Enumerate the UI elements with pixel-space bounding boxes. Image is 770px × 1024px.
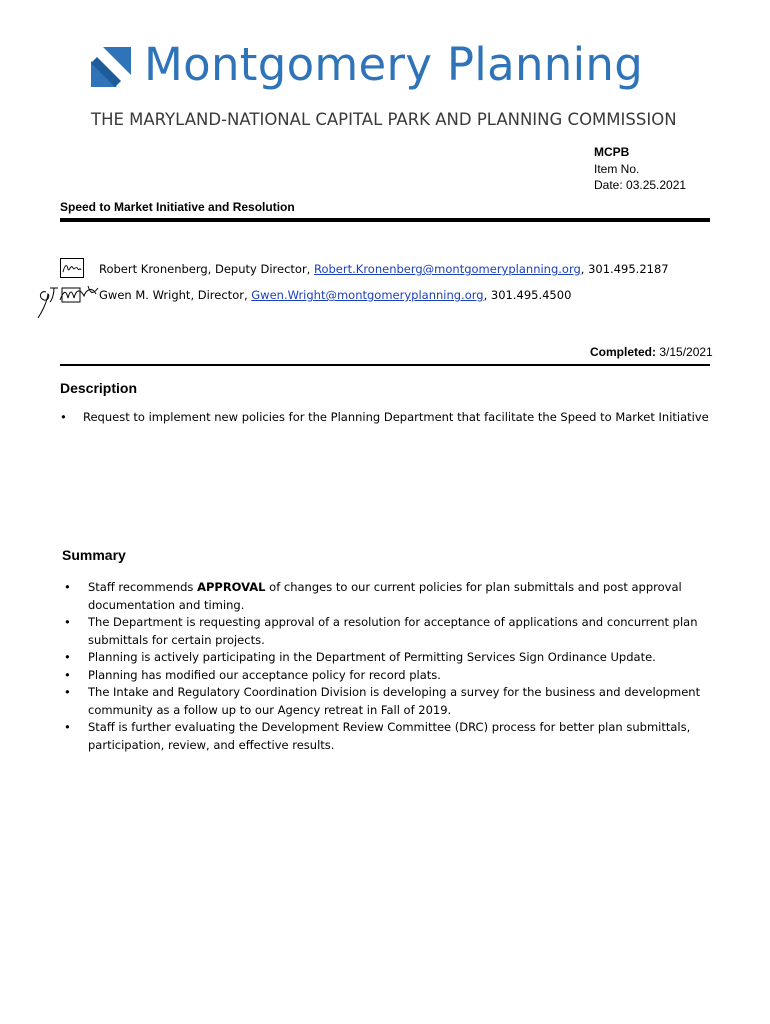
divider xyxy=(60,218,710,222)
item-number: Item No. xyxy=(594,162,640,176)
meeting-date: Date: 03.25.2021 xyxy=(594,178,687,192)
completed-date xyxy=(590,345,713,359)
description-heading: Description xyxy=(60,380,138,396)
email-link[interactable]: Gwen.Wright@montgomeryplanning.org xyxy=(251,288,484,302)
bullet-icon: • xyxy=(64,615,71,629)
summary-heading: Summary xyxy=(62,547,126,563)
logo-icon xyxy=(91,47,131,87)
staff-phone: , 301.495.2187 xyxy=(580,262,669,276)
list-item: • The Department is requesting approval of a resolution for acceptance of applications and concurrent plan submittals for certain projects. xyxy=(64,615,698,647)
description-list xyxy=(60,409,740,427)
list-item: • Planning is actively participating in the Department of Permitting Services Sign Ordinance Update. xyxy=(64,649,748,667)
bullet-icon: • xyxy=(64,685,71,699)
list-item: • Request to implement new policies for the Planning Department that facilitate the Speed to Market Initiative xyxy=(60,409,740,427)
commission-name: THE MARYLAND-NATIONAL CAPITAL PARK AND PLANNING COMMISSION xyxy=(91,110,677,129)
board-label: MCPB xyxy=(594,145,630,159)
document-title: Speed to Market Initiative and Resolution xyxy=(60,200,295,214)
org-name: Montgomery Planning xyxy=(144,38,644,91)
staff-phone: , 301.495.4500 xyxy=(483,288,572,302)
list-item: • Staff is further evaluating the Development Review Committee (DRC) process for better plan submittals, participation, review, and effective results. xyxy=(64,720,691,752)
list-item: • The Intake and Regulatory Coordination Division is developing a survey for the business and development community as a follow up to our Agency retreat in Fall of 2019. xyxy=(64,685,701,717)
completed-value: 3/15/2021 xyxy=(659,345,713,359)
staff-contact xyxy=(99,262,669,276)
bullet-icon: • xyxy=(64,667,71,682)
list-item: • Planning has modified our acceptance policy for record plats. xyxy=(64,667,748,685)
staff-contact xyxy=(99,288,571,302)
bullet-icon: • xyxy=(64,650,71,664)
email-link[interactable]: Robert.Kronenberg@montgomeryplanning.org xyxy=(314,262,581,276)
bullet-icon: • xyxy=(64,720,71,734)
staff-name-title: Gwen M. Wright, Director, xyxy=(99,288,252,302)
staff-name-title: Robert Kronenberg, Deputy Director, xyxy=(99,262,314,276)
divider xyxy=(60,364,710,366)
bullet-icon: • xyxy=(64,580,71,594)
bullet-icon: • xyxy=(60,410,67,424)
list-item: • Staff recommends APPROVAL of changes to our current policies for plan submittals and post approval documentation and timing. xyxy=(64,580,682,612)
initials-signature xyxy=(60,258,84,278)
summary-list xyxy=(64,579,748,754)
completed-label: Completed: xyxy=(590,345,656,359)
